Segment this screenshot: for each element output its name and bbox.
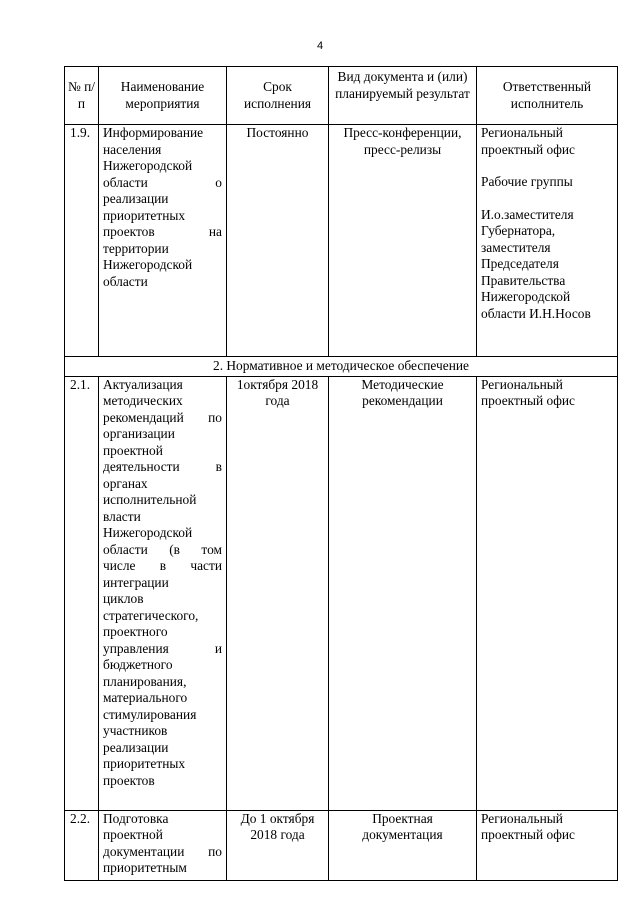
name-line: реализации — [103, 191, 169, 206]
table-row-1-9 — [65, 125, 618, 357]
row-deadline: Постоянно — [227, 125, 329, 357]
row-name — [99, 125, 227, 357]
name-line: участников — [103, 723, 168, 738]
name-line: Информирование — [103, 125, 204, 140]
name-line: области (в том — [103, 541, 222, 557]
name-line: материального — [103, 690, 188, 705]
name-line: числе в части — [103, 558, 222, 573]
name-line: населения — [103, 141, 162, 157]
table-header-row — [65, 67, 618, 125]
table-row-2-1 — [65, 376, 618, 810]
name-line: циклов — [103, 591, 144, 606]
name-line: интеграции — [103, 574, 169, 590]
name-line: Подготовка — [103, 810, 169, 826]
name-line: проектной — [103, 442, 163, 458]
name-line: Нижегородской — [103, 257, 193, 272]
row-responsible: Региональный проектный офис — [477, 810, 618, 880]
name-line: документации по — [103, 843, 222, 859]
name-line: приоритетных — [103, 756, 186, 771]
row-number: 2.1. — [65, 376, 99, 810]
name-line: территории — [103, 240, 169, 256]
name-line: исполнительной — [103, 492, 197, 507]
row-responsible — [477, 125, 618, 357]
responsible-office: Региональный проектный офис — [481, 125, 576, 157]
name-line: рекомендаций по — [103, 409, 222, 425]
name-line: стимулирования — [103, 706, 197, 722]
row-deadline: До 1 октября 2018 года — [227, 810, 329, 880]
name-line: органах — [103, 475, 148, 491]
name-line: реализации — [103, 739, 169, 755]
row-result: Методические рекомендации — [329, 376, 477, 810]
row-number: 2.2. — [65, 810, 99, 880]
name-line: методических — [103, 393, 183, 408]
row-number: 1.9. — [65, 125, 99, 357]
name-line: приоритетных — [103, 207, 186, 223]
section-title: 2. Нормативное и методическое обеспечение — [65, 357, 618, 377]
name-line: планирования, — [103, 673, 187, 689]
header-name: Наименование мероприятия — [99, 67, 227, 125]
row-name — [99, 810, 227, 880]
name-line: Нижегородской — [103, 525, 193, 540]
activities-table — [64, 66, 618, 881]
name-line: области — [103, 273, 148, 289]
name-line: Актуализация — [103, 376, 183, 392]
name-line: организации — [103, 426, 175, 441]
header-deadline: Срок исполнения — [227, 67, 329, 125]
name-line: области о — [103, 174, 222, 190]
name-line: проектной — [103, 827, 163, 842]
name-line: стратегического, — [103, 607, 199, 623]
header-num: № п/п — [65, 67, 99, 125]
header-responsible: Ответственный исполнитель — [477, 67, 618, 125]
name-line: проектного — [103, 624, 168, 639]
page-number: 4 — [316, 40, 324, 52]
name-line: бюджетного — [103, 657, 173, 672]
name-line: Нижегородской — [103, 158, 193, 173]
responsible-official: И.о.заместителя Губернатора, заместителя Председателя Правительства Нижегородской области И.Н.Носов — [481, 206, 591, 321]
responsible-groups: Рабочие группы — [481, 174, 573, 189]
name-line: проектов на — [103, 224, 222, 239]
name-line: власти — [103, 508, 141, 524]
header-result: Вид документа и (или) планируемый результат — [329, 67, 477, 125]
row-result: Проектная документация — [329, 810, 477, 880]
name-line: приоритетным — [103, 860, 187, 875]
name-line: проектов — [103, 772, 155, 788]
section-heading-row — [65, 357, 618, 377]
row-deadline: 1октября 2018 года — [227, 376, 329, 810]
table-row-2-2 — [65, 810, 618, 880]
name-line: деятельности в — [103, 459, 222, 474]
row-name — [99, 376, 227, 810]
name-line: управления и — [103, 640, 222, 656]
row-result: Пресс-конференции, пресс-релизы — [329, 125, 477, 357]
row-responsible: Региональный проектный офис — [477, 376, 618, 810]
